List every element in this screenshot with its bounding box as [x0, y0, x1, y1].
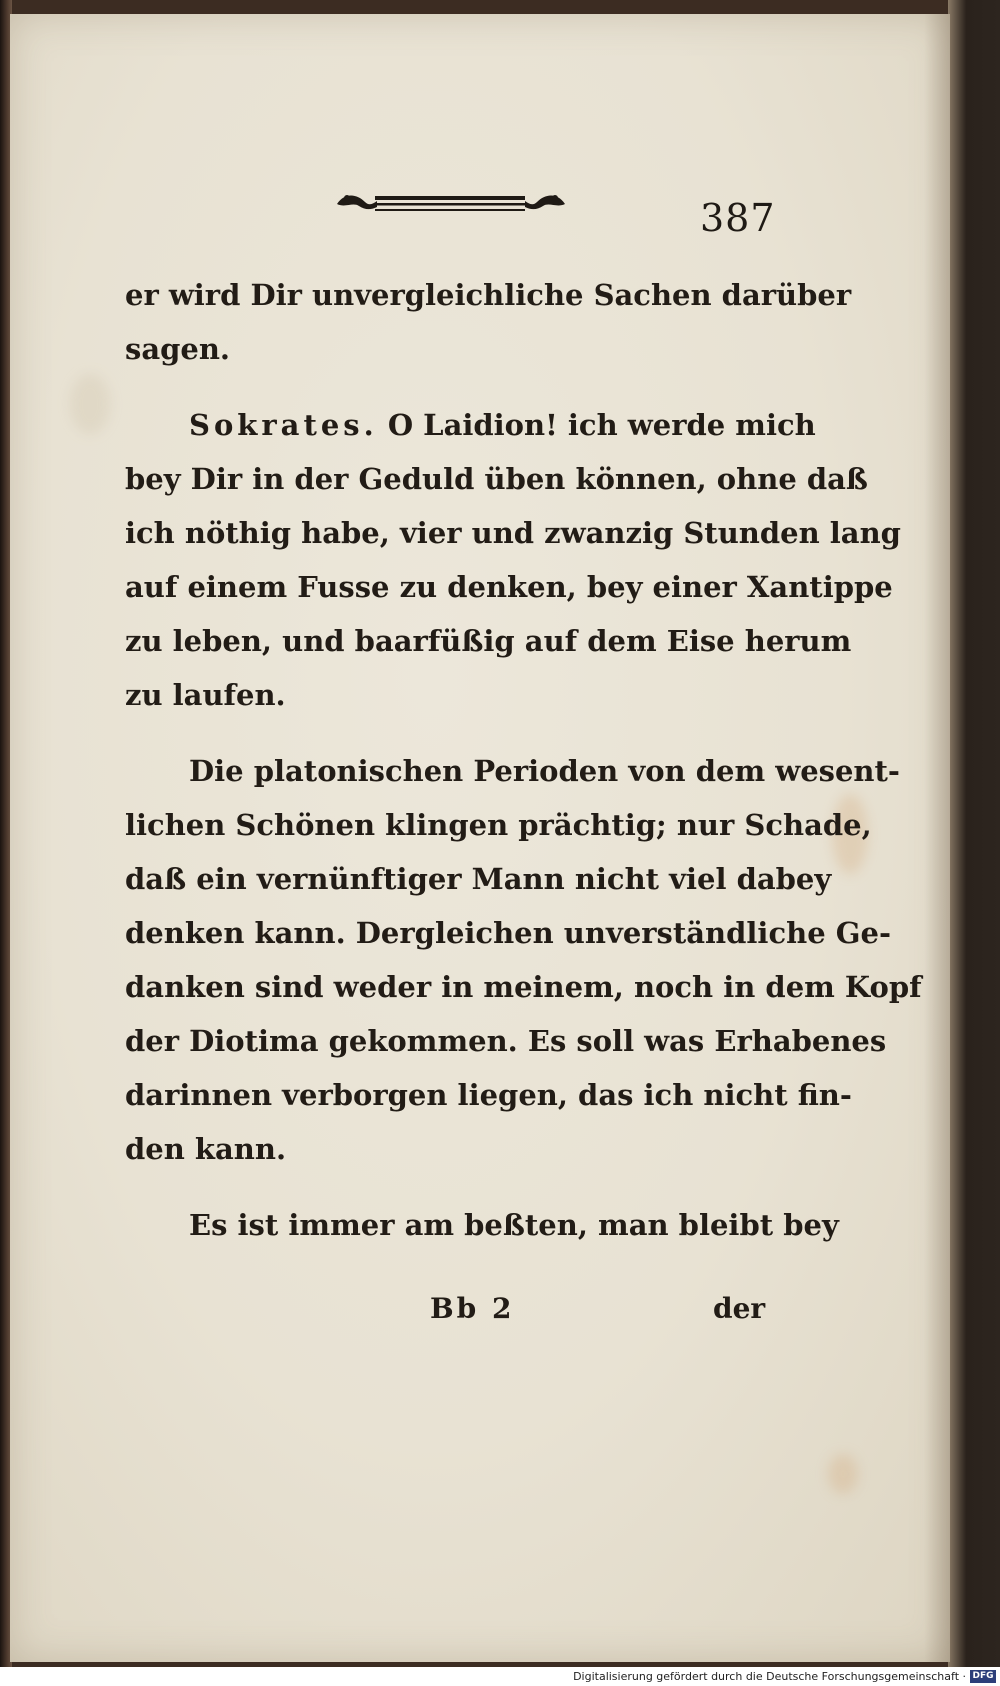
binding-edge-right	[948, 0, 1000, 1667]
digitization-credit: Digitalisierung gefördert durch die Deutsche Forschungsgemeinschaft ·	[573, 1670, 966, 1683]
text-line	[125, 1014, 887, 1068]
ornamental-headpiece	[335, 186, 567, 222]
line-text: lichen Schönen klingen prächtig; nur Schade,	[125, 808, 872, 842]
line-text: daß ein vernünftiger Mann nicht viel dabey	[125, 862, 832, 896]
text-line	[125, 744, 900, 798]
dfg-logo: DFG	[970, 1670, 996, 1683]
text-line	[125, 852, 832, 906]
line-text: O Laidion! ich werde mich	[377, 408, 816, 442]
text-line	[125, 398, 816, 452]
signature-mark: Bb 2	[430, 1292, 515, 1325]
text-line	[125, 506, 901, 560]
text-line	[125, 452, 868, 506]
line-text: Die platonischen Perioden von dem wesent-	[189, 754, 900, 788]
text-line	[125, 614, 852, 668]
line-text: zu leben, und baarfüßig auf dem Eise herum	[125, 624, 852, 658]
text-line	[125, 668, 775, 722]
line-text: auf einem Fusse zu denken, bey einer Xantippe	[125, 570, 893, 604]
text-line	[125, 560, 893, 614]
line-text: sagen.	[125, 332, 231, 366]
paragraph-gap	[125, 1176, 775, 1198]
paragraph-gap	[125, 722, 775, 744]
line-text: er wird Dir unvergleichliche Sachen darüber	[125, 278, 852, 312]
text-line	[125, 906, 891, 960]
text-line	[125, 1122, 775, 1176]
line-text: bey Dir in der Geduld üben können, ohne daß	[125, 462, 868, 496]
text-line	[125, 1198, 839, 1252]
text-line	[125, 1068, 852, 1122]
paper-stain	[828, 1454, 858, 1494]
text-line	[125, 798, 872, 852]
text-line	[125, 322, 775, 376]
body-text	[125, 268, 922, 1252]
text-line	[125, 960, 922, 1014]
text-line	[125, 268, 852, 322]
book-page	[10, 14, 950, 1662]
line-text: zu laufen.	[125, 678, 286, 712]
speaker-name: Sokrates.	[189, 408, 378, 442]
paper-stain	[70, 374, 110, 434]
line-text: darinnen verborgen liegen, das ich nicht fin-	[125, 1078, 852, 1112]
line-text: Es ist immer am beßten, man bleibt bey	[189, 1208, 839, 1242]
line-text: den kann.	[125, 1132, 287, 1166]
catchword: der	[713, 1292, 766, 1325]
line-text: ich nöthig habe, vier und zwanzig Stunden lang	[125, 516, 901, 550]
paragraph-gap	[125, 376, 775, 398]
line-text: danken sind weder in meinem, noch in dem Kopf	[125, 970, 922, 1004]
page-number: 387	[700, 196, 776, 240]
line-text: denken kann. Dergleichen unverständliche Ge-	[125, 916, 891, 950]
line-text: der Diotima gekommen. Es soll was Erhabenes	[125, 1024, 887, 1058]
